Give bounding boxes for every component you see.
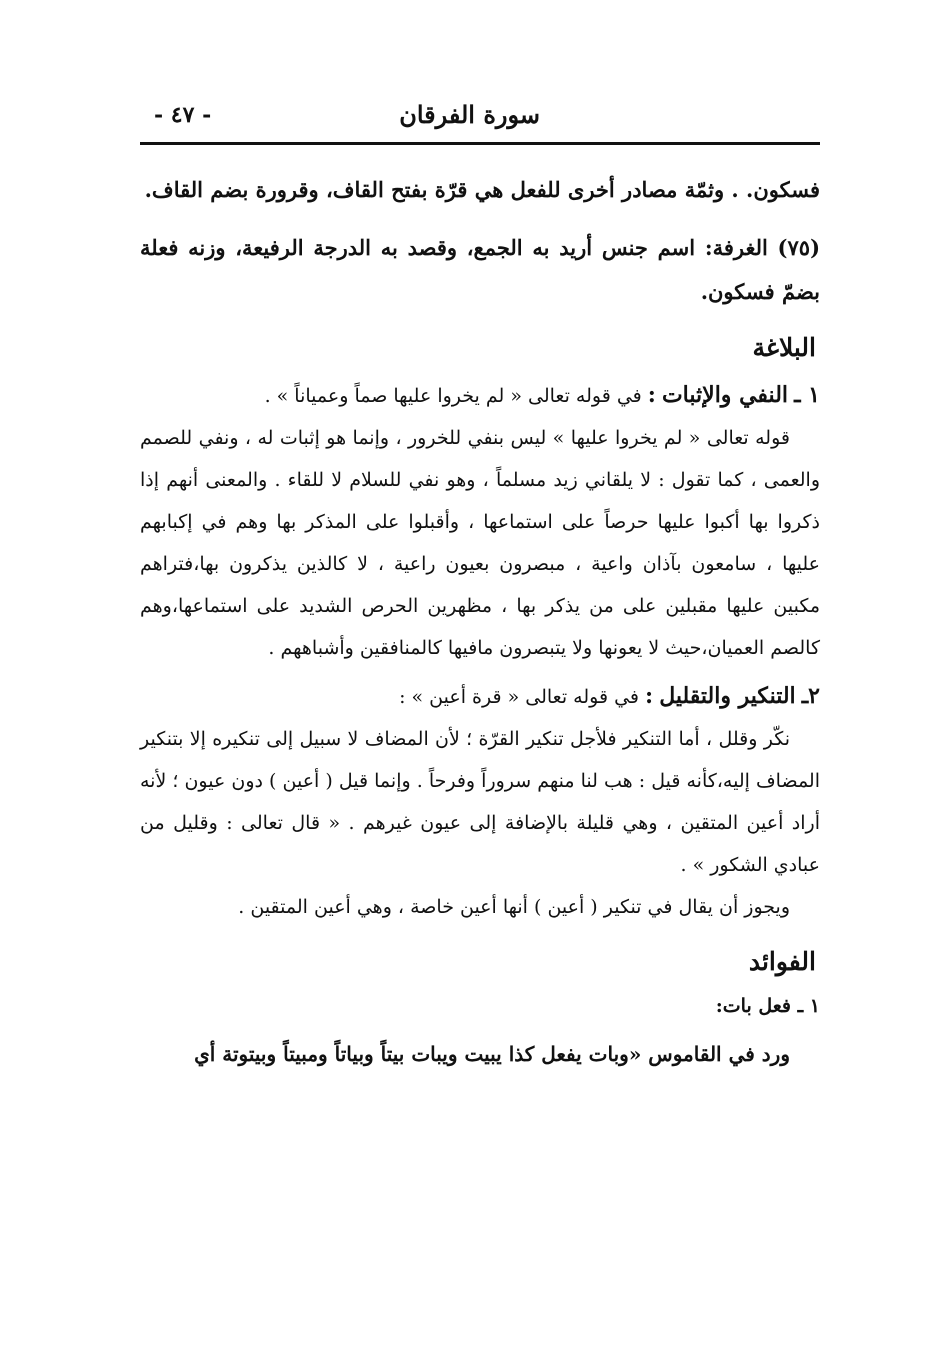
balagha-section-title: البلاغة (752, 333, 816, 362)
intro-paragraph: فسكون. . وثمّة مصادر أخرى للفعل هي قرّة بفتح القاف، وقرورة بضم القاف. (144, 177, 820, 202)
item-separator: : (645, 683, 654, 709)
page-content (140, 168, 820, 1076)
item-separator: : (647, 382, 656, 408)
balagha-item-2-heading-line (140, 675, 820, 718)
fawaid-item-1-label: ١ ـ فعل بات: (715, 995, 820, 1017)
page-number: - ٤٧ - (154, 102, 212, 128)
balagha-item-2-body: نكّر وقلل ، أما التنكير فلأجل تنكير القرّة ؛ لأن المضاف لا سبيل إلى تنكيره إلا بتنكير المضاف إليه،كأنه قيل : هب لنا منهم سروراً وفرحاً . وإنما قيل ( أعين ) دون عيون ؛ لأنه أراد أعين المتقين ، وهي قليلة بالإضافة إلى عيون غيرهم . « قال تعالى : وقليل من عبادي الشكور » . (140, 728, 820, 876)
note-75-paragraph: (٧٥) الغرفة: اسم جنس أريد به الجمع، وقصد به الدرجة الرفيعة، وزنه فعلة بضمّ فسكون. (140, 235, 820, 304)
item-number: ٢ـ (801, 683, 820, 709)
item-number: ١ ـ (794, 382, 820, 408)
item-heading: النفي والإثبات (661, 382, 789, 408)
balagha-item-2-body-continued: ويجوز أن يقال في تنكير ( أعين ) أنها أعين خاصة ، وهي أعين المتقين . (238, 896, 790, 918)
surah-title: سورة الفرقان (399, 100, 540, 129)
book-page (140, 90, 820, 1310)
item-heading: التنكير والتقليل (659, 683, 796, 709)
fawaid-item-1-text: ورد في القاموس «وبات يفعل كذا يبيت ويبات بيتاً وبياتاً ومبيتاً وبيتوتة أي (194, 1042, 790, 1066)
item-lead: في قوله تعالى « لم يخروا عليها صماً وعمياناً » . (264, 385, 642, 407)
fawaid-section-title: الفوائد (748, 947, 816, 976)
balagha-item-1-body: قوله تعالى « لم يخروا عليها » ليس بنفي للخرور ، وإنما هو إثبات له ، ونفي للصمم والعمى ، كما تقول : لا يلقاني زيد مسلماً ، وهو نفي للسلام لا للقاء . والمعنى أنهم إذا ذكروا بها أكبوا عليها حرصاً على استماعها ، وأقبلوا على المذكر بها وهم في إكبابهم عليها ، سامعون بآذان واعية ، مبصرون بعيون راعية ، لا كالذين يذكرون بها،فتراهم مكبين عليها مقبلين على من يذكر بها ، مظهرين الحرص الشديد على استماعها،وهم كالصم العميان،حيث لا يعونها ولا يتبصرون مافيها كالمنافقين وأشباههم . (140, 427, 820, 659)
balagha-item-2 (140, 675, 820, 928)
item-lead: في قوله تعالى « قرة أعين » : (399, 686, 639, 708)
balagha-item-1 (140, 374, 820, 669)
balagha-item-1-heading-line (140, 374, 820, 417)
page-header (140, 90, 820, 145)
